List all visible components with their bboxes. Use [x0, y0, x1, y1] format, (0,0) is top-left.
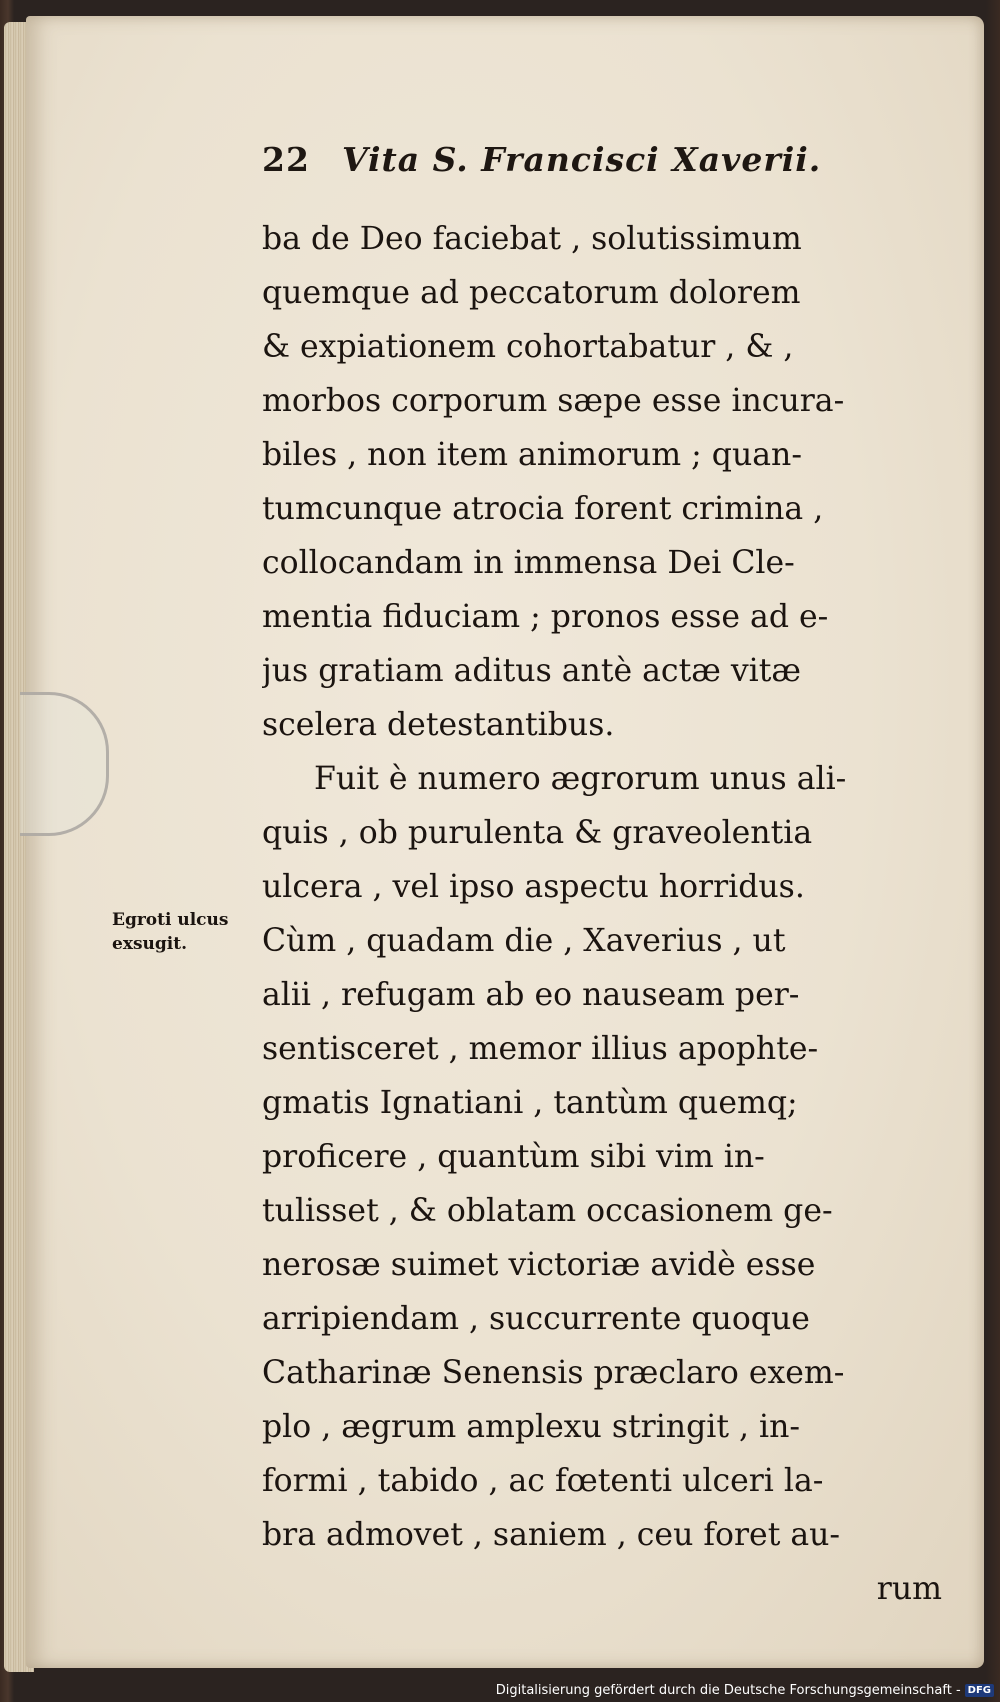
- text-line: alii , refugam ab eo nauseam per-: [262, 977, 800, 1013]
- text-line: proficere , quantùm sibi vim in-: [262, 1139, 765, 1175]
- text-line: & expiationem cohortabatur , & ,: [262, 329, 794, 365]
- text-line: arripiendam , succurrente quoque: [262, 1301, 810, 1337]
- text-line: formi , tabido , ac fœtenti ulceri la-: [262, 1463, 824, 1499]
- paragraph-start-line: Fuit è numero ægrorum unus ali-: [314, 761, 847, 797]
- text-line: bra admovet , saniem , ceu foret au-: [262, 1517, 841, 1553]
- text-line: ba de Deo faciebat , solutissimum: [262, 221, 802, 257]
- digitization-credit: [496, 1683, 994, 1698]
- text-line: mentia fiduciam ; pronos esse ad e-: [262, 599, 829, 635]
- text-line: jus gratiam aditus antè actæ vitæ: [262, 653, 801, 689]
- page-number: 22: [262, 140, 310, 179]
- text-line: biles , non item animorum ; quan-: [262, 437, 802, 473]
- catchword: rum: [876, 1571, 942, 1607]
- text-line: ulcera , vel ipso aspectu horridus.: [262, 869, 805, 905]
- text-line: nerosæ suimet victoriæ avidè esse: [262, 1247, 816, 1283]
- text-line: scelera detestantibus.: [262, 707, 615, 743]
- margin-note: Egroti ulcus exsugit.: [112, 910, 229, 954]
- page-clip: [20, 692, 109, 836]
- text-line: collocandam in immensa Dei Cle-: [262, 545, 795, 581]
- running-header: [262, 140, 821, 179]
- text-line: gmatis Ignatiani , tantùm quemq;: [262, 1085, 798, 1121]
- text-line: plo , ægrum amplexu stringit , in-: [262, 1409, 801, 1445]
- body-text: [262, 212, 942, 1616]
- text-line: morbos corporum sæpe esse incura-: [262, 383, 845, 419]
- text-line: tulisset , & oblatam occasionem ge-: [262, 1193, 833, 1229]
- text-line: sentisceret , memor illius apophte-: [262, 1031, 819, 1067]
- running-title: Vita S. Francisci Xaverii.: [341, 140, 822, 179]
- credit-text: Digitalisierung gefördert durch die Deutsche Forschungsgemeinschaft -: [495, 1683, 961, 1698]
- text-line: Cùm , quadam die , Xaverius , ut: [262, 923, 786, 959]
- dfg-logo-icon: DFG: [965, 1684, 994, 1697]
- text-line: quemque ad peccatorum dolorem: [262, 275, 801, 311]
- text-line: tumcunque atrocia forent crimina ,: [262, 491, 824, 527]
- text-line: quis , ob purulenta & graveolentia: [262, 815, 813, 851]
- text-line: Catharinæ Senensis præclaro exem-: [262, 1355, 845, 1391]
